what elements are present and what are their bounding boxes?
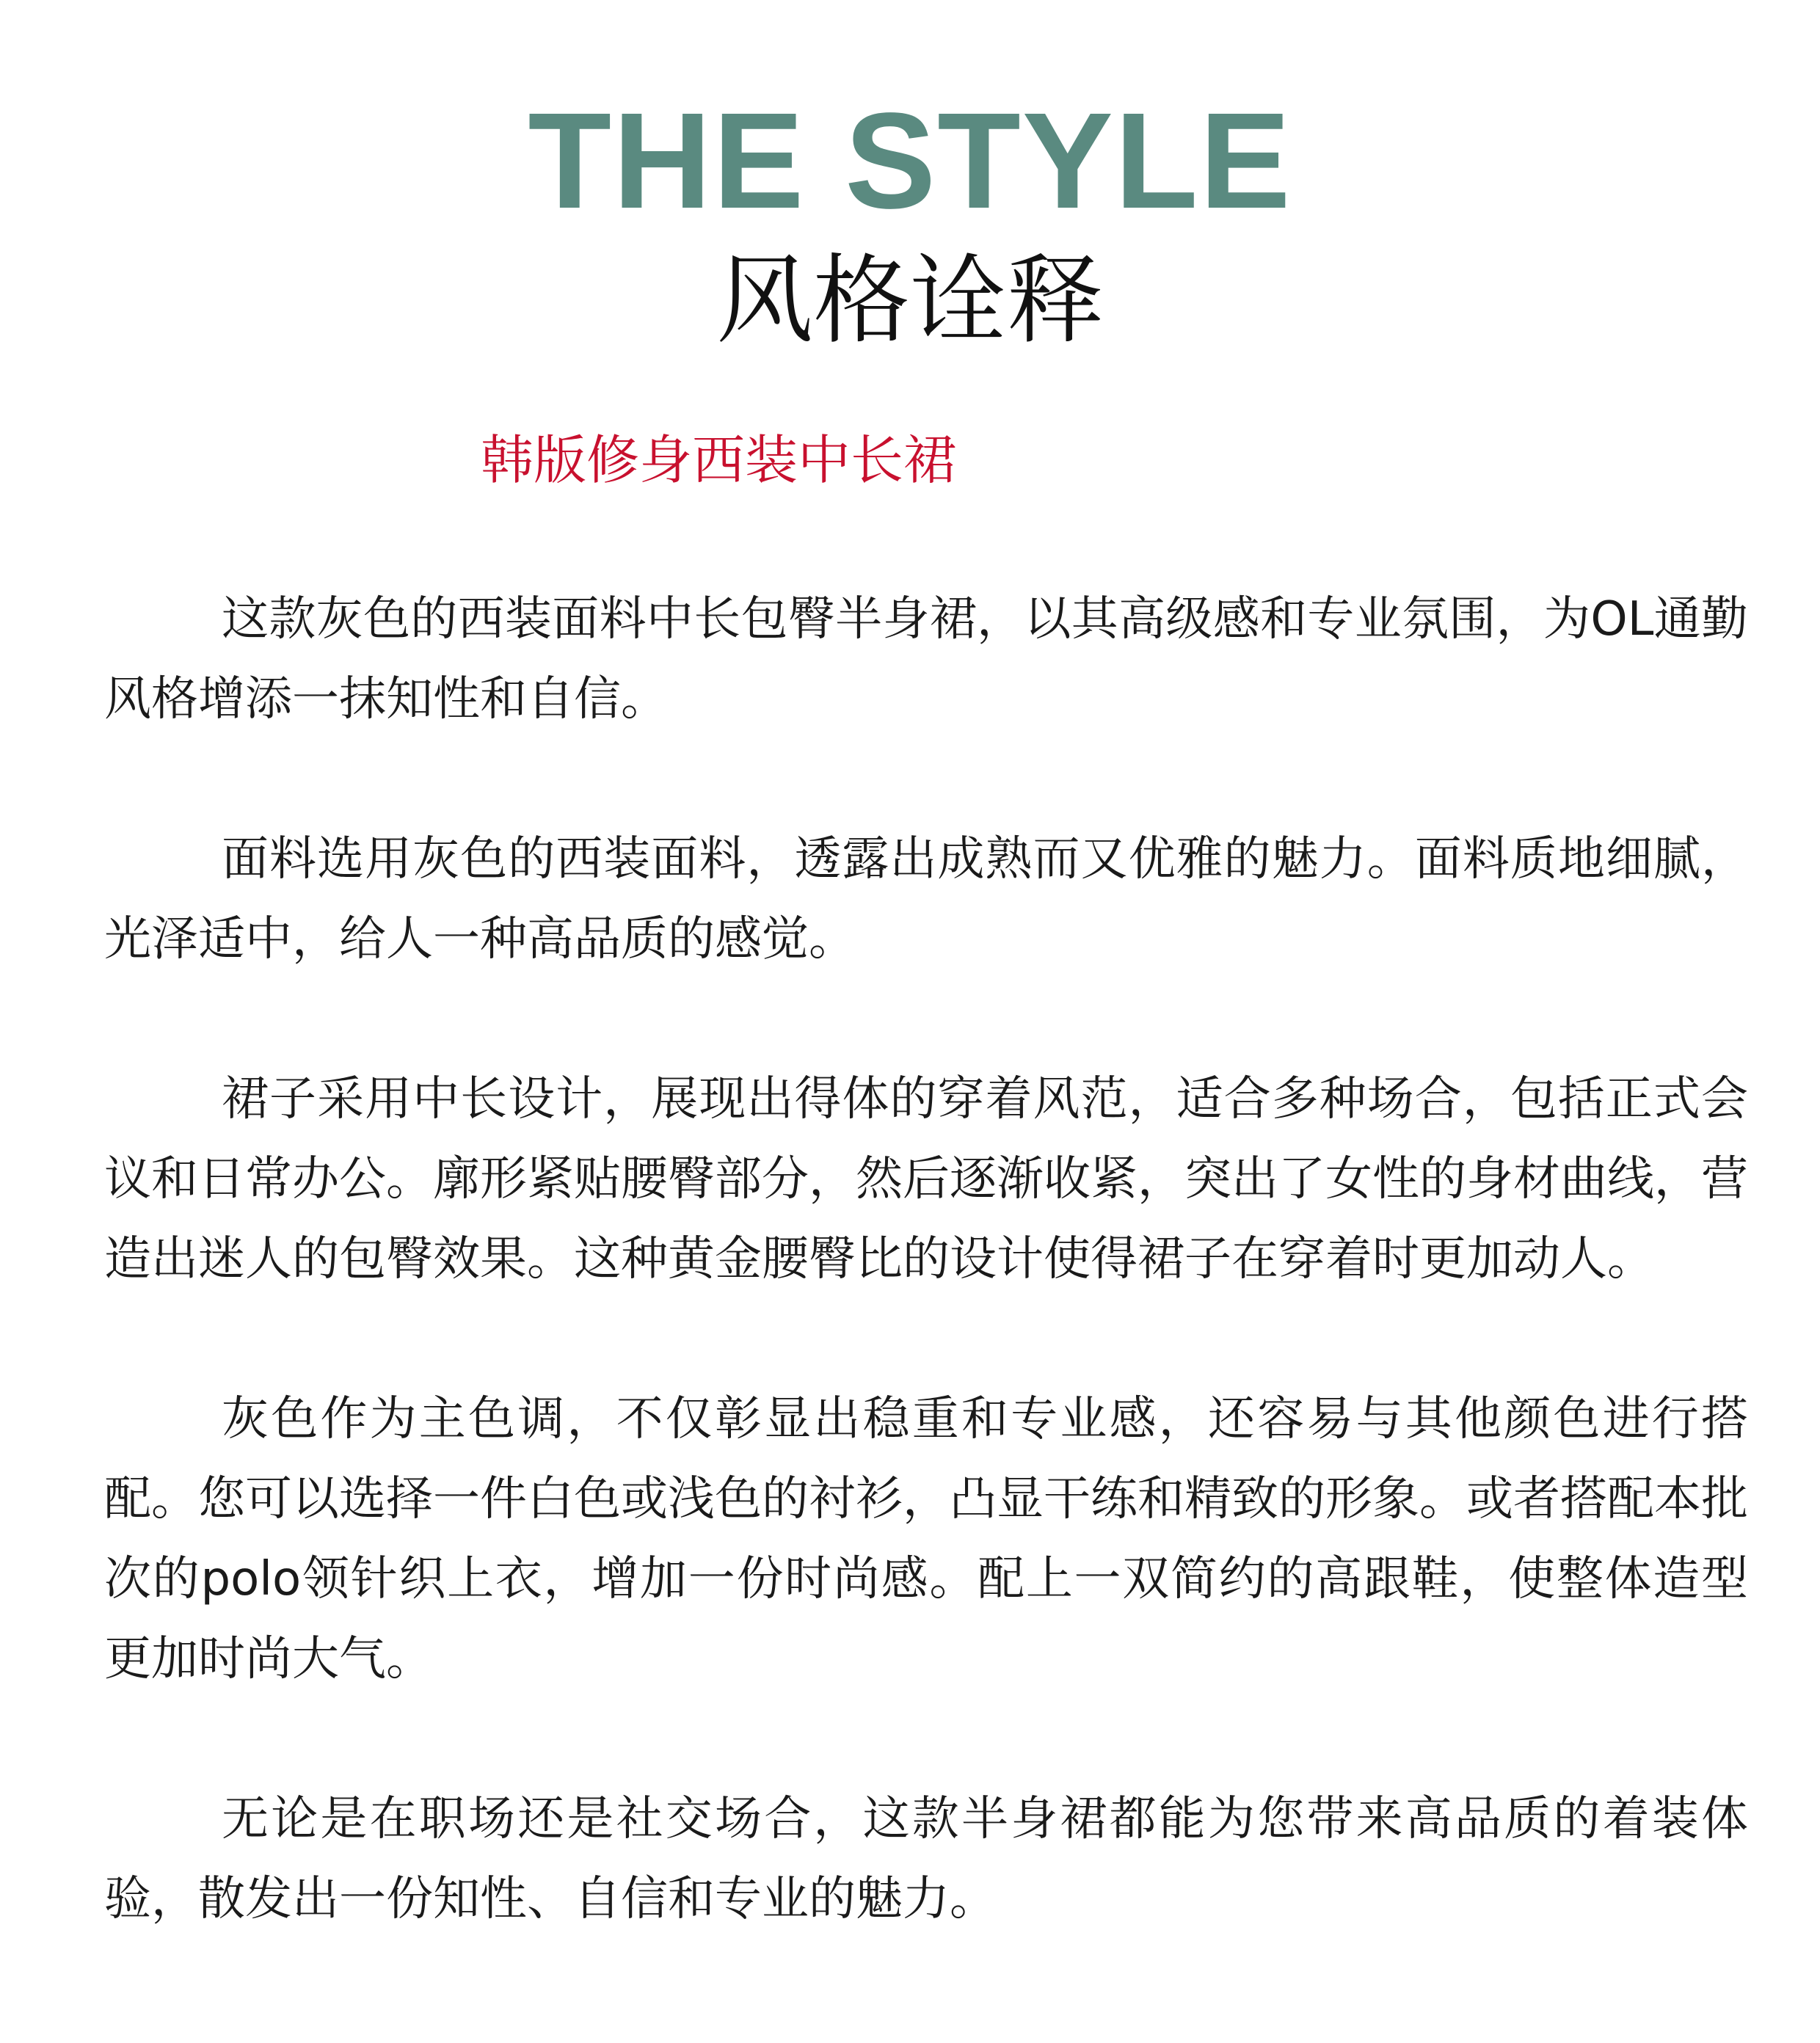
heading-chinese: 风格诠释 bbox=[716, 244, 1104, 357]
heading-english: THE STYLE bbox=[528, 85, 1292, 237]
description-body bbox=[104, 580, 1748, 2020]
paragraph-intro: 这款灰色的西装面料中长包臀半身裙，以其高级感和专业氛围，为OL通勤风格增添一抹知性和自信。 bbox=[104, 592, 1748, 726]
product-name: 韩版修身西装中长裙 bbox=[481, 429, 957, 491]
paragraph-fabric: 面料选用灰色的西装面料，透露出成熟而又优雅的魅力。面料质地细腻，光泽适中，给人一种高品质的感觉。 bbox=[104, 832, 1748, 966]
paragraph-styling: 灰色作为主色调，不仅彰显出稳重和专业感，还容易与其他颜色进行搭配。您可以选择一件白色或浅色的衬衫，凸显干练和精致的形象。或者搭配本批次的polo领针织上衣，增加一份时尚感。配上一双简约的高跟鞋，使整体造型更加时尚大气。 bbox=[104, 1392, 1748, 1686]
paragraph-summary: 无论是在职场还是社交场合，这款半身裙都能为您带来高品质的着装体验，散发出一份知性、自信和专业的魅力。 bbox=[104, 1792, 1748, 1926]
paragraph-silhouette: 裙子采用中长设计，展现出得体的穿着风范，适合多种场合，包括正式会议和日常办公。廓形紧贴腰臀部分，然后逐渐收紧，突出了女性的身材曲线，营造出迷人的包臀效果。这种黄金腰臀比的设计使得裙子在穿着时更加动人。 bbox=[104, 1072, 1748, 1286]
